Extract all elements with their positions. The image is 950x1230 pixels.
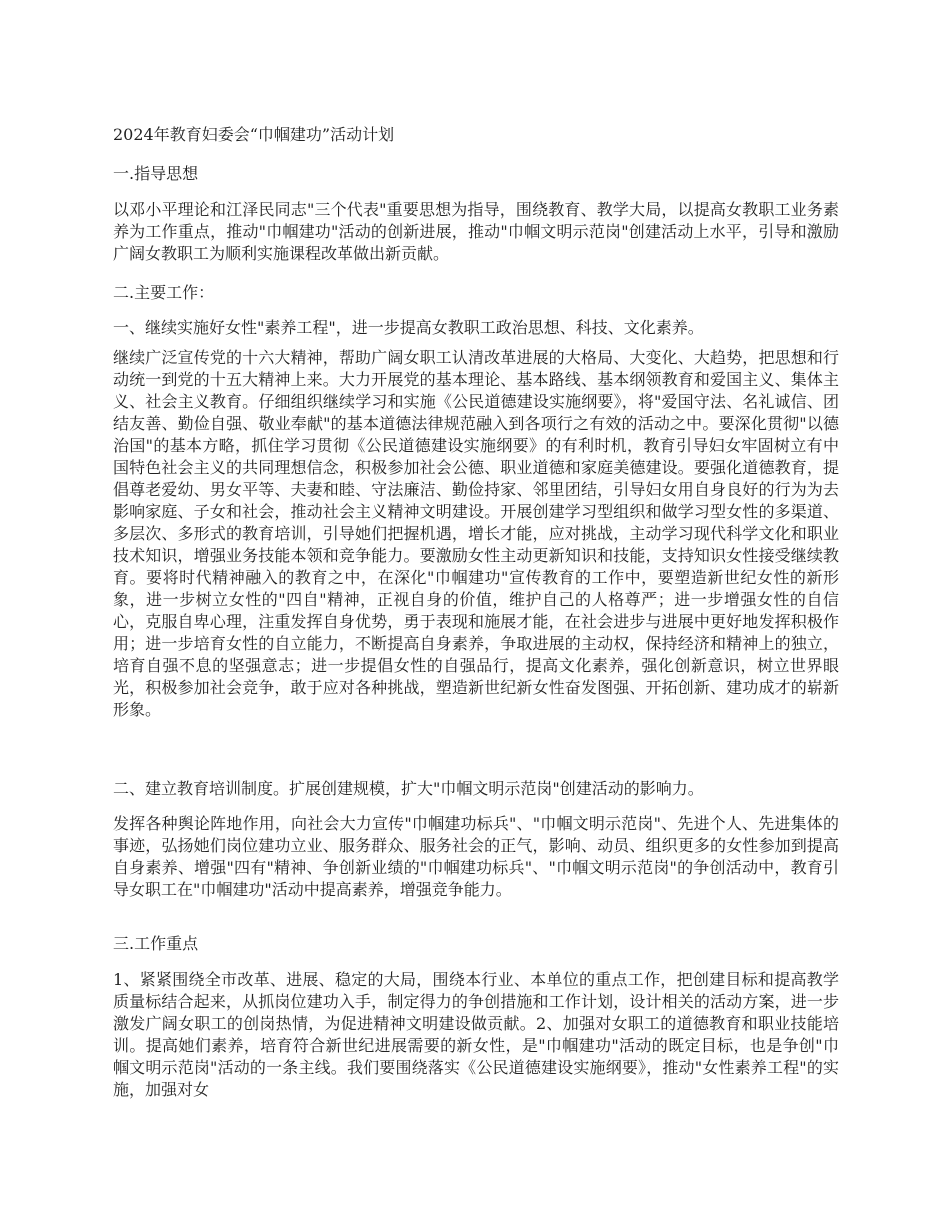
section-heading-main-work: 二.主要工作：	[113, 283, 215, 302]
document-title: 2024年教育妇委会“巾帼建功”活动计划	[113, 125, 395, 144]
work-item-heading-1: 一、继续实施好女性"素养工程"，进一步提高女教职工政治思想、科技、文化素养。	[113, 318, 704, 337]
work-item-heading-2: 二、建立教育培训制度。扩展创建规模，扩大"巾帼文明示范岗"创建活动的影响力。	[113, 779, 704, 798]
paragraph-work-item-2: 发挥各种舆论阵地作用，向社会大力宣传"巾帼建功标兵"、"巾帼文明示范岗"、先进个人、先进集体的事迹，弘扬她们岗位建功立业、服务群众、服务社会的正气，影响、动员、组织更多的女性参加到提高自身素养、增强"四有"精神、争创新业绩的"巾帼建功标兵"、"巾帼文明示范岗"的争创活动中，教育引导女职工在"巾帼建功"活动中提高素养，增强竞争能力。	[113, 814, 839, 899]
paragraph-guiding-ideology: 以邓小平理论和江泽民同志"三个代表"重要思想为指导，围绕教育、教学大局，以提高女教职工业务素养为工作重点，推动"巾帼建功"活动的创新进展，推动"巾帼文明示范岗"创建活动上水平，引导和激励广阔女教职工为顺利实施课程改革做出新贡献。	[113, 200, 839, 263]
section-heading-work-focus: 三.工作重点	[113, 934, 199, 953]
paragraph-work-focus: 1、紧紧围绕全市改革、进展、稳定的大局，围绕本行业、本单位的重点工作，把创建目标和提高教学质量标结合起来，从抓岗位建功入手，制定得力的争创措施和工作计划，设计相关的活动方案，进一步激发广阔女职工的创岗热情，为促进精神文明建设做贡献。2、加强对女职工的道德教育和职业技能培训。提高她们素养，培育符合新世纪进展需要的新女性，是"巾帼建功"活动的既定目标，也是争创"巾帼文明示范岗"活动的一条主线。我们要围绕落实《公民道德建设实施纲要》，推动"女性素养工程"的实施，加强对女	[113, 970, 839, 1099]
paragraph-work-item-1: 继续广泛宣传党的十六大精神，帮助广阔女职工认清改革进展的大格局、大变化、大趋势，把思想和行动统一到党的十五大精神上来。大力开展党的基本理论、基本路线、基本纲领教育和爱国主义、集体主义、社会主义教育。仔细组织继续学习和实施《公民道德建设实施纲要》，将"爱国守法、名礼诚信、团结友善、勤俭自强、敬业奉献"的基本道德法律规范融入到各项行之有效的活动之中。要深化贯彻"以德治国"的基本方略，抓住学习贯彻《公民道德建设实施纲要》的有利时机，教育引导妇女牢固树立有中国特色社会主义的共同理想信念，积极参加社会公德、职业道德和家庭美德建设。要强化道德教育，提倡尊老爱幼、男女平等、夫妻和睦、守法廉洁、勤俭持家、邻里团结，引导妇女用自身良好的行为为去影响家庭、子女和社会，推动社会主义精神文明建设。开展创建学习型组织和做学习型女性的多渠道、多层次、多形式的教育培训，引导她们把握机遇，增长才能，应对挑战，主动学习现代科学文化和职业技术知识，增强业务技能本领和竞争能力。要激励女性主动更新知识和技能，支持知识女性接受继续教育。要将时代精神融入的教育之中，在深化"巾帼建功"宣传教育的工作中，要塑造新世纪女性的新形象，进一步树立女性的"四自"精神，正视自身的价值，维护自己的人格尊严；进一步增强女性的自信心，克服自卑心理，注重发挥自身优势，勇于表现和施展才能，在社会进步与进展中更好地发挥积极作用；进一步培育女性的自立能力，不断提高自身素养，争取进展的主动权，保持经济和精神上的独立，培育自强不息的坚强意志；进一步提倡女性的自强品行，提高文化素养，强化创新意识，树立世界眼光，积极参加社会竞争，敢于应对各种挑战，塑造新世纪新女性奋发图强、开拓创新、建功成才的崭新形象。	[113, 348, 839, 719]
section-heading-guiding-ideology: 一.指导思想	[113, 164, 199, 183]
